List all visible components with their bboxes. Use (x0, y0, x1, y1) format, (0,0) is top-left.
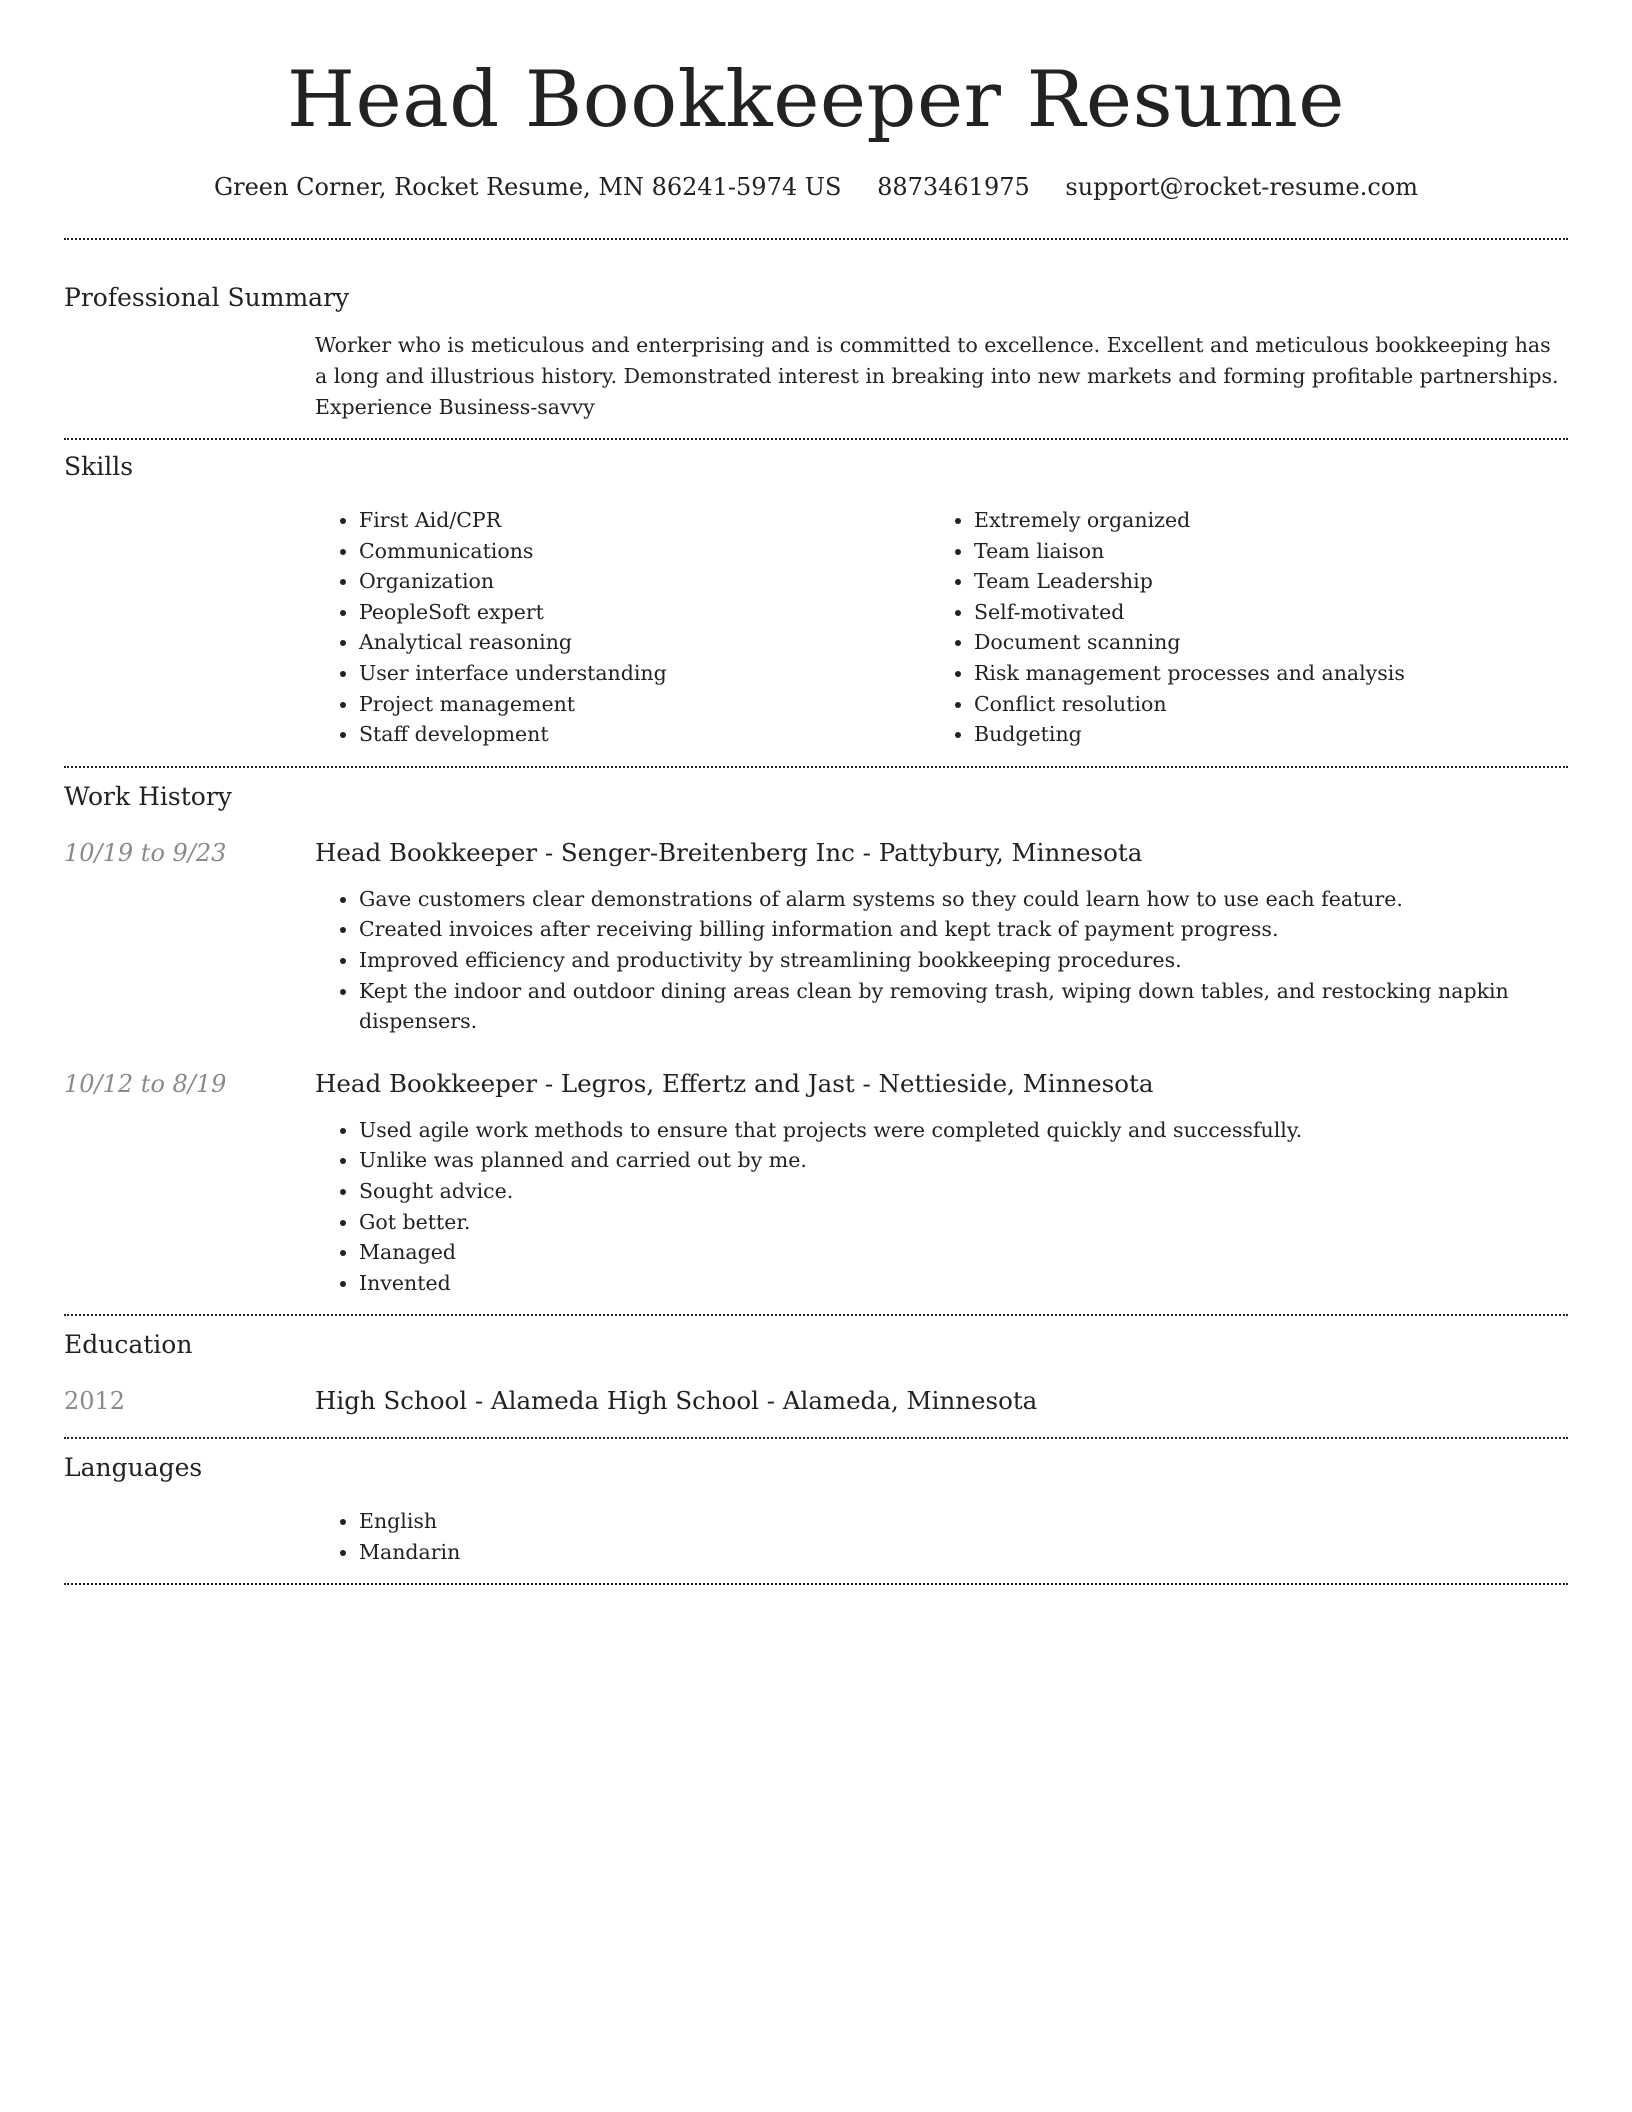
page-title: Head Bookkeeper Resume (287, 55, 1345, 145)
language-item: • Mandarin (359, 1537, 1568, 1568)
job-dates: 10/12 to 8/19 (64, 1069, 227, 1098)
skill-item: • Self-motivated (974, 597, 1545, 628)
job-bullet: • Unlike was planned and carried out by me. (359, 1145, 1568, 1176)
job-header (64, 836, 1568, 870)
divider (64, 1314, 1568, 1316)
divider (64, 766, 1568, 768)
job-bullet: • Kept the indoor and outdoor dining areas clean by removing trash, wiping down tables, and restocking napkin dispensers. (359, 976, 1568, 1037)
skill-item: • User interface understanding (359, 658, 930, 689)
skills-heading: Skills (64, 452, 134, 481)
job-header (64, 1067, 1568, 1101)
skill-item: • Organization (359, 566, 930, 597)
skill-item: • Risk management processes and analysis (974, 658, 1545, 689)
skill-item: • First Aid/CPR (359, 505, 930, 536)
divider (64, 438, 1568, 440)
skill-item: • Extremely organized (974, 505, 1545, 536)
summary-heading: Professional Summary (64, 283, 350, 312)
contact-line (64, 170, 1568, 204)
skill-item: • Communications (359, 536, 930, 567)
divider (64, 238, 1568, 240)
skill-item: • Team liaison (974, 536, 1545, 567)
job-bullet: • Invented (359, 1268, 1568, 1299)
languages-block (315, 1506, 1568, 1567)
job-bullet-list (315, 884, 1568, 1037)
skill-item: • Budgeting (974, 719, 1545, 750)
job-bullet: • Created invoices after receiving billing information and kept track of payment progress. (359, 914, 1568, 945)
education-title: High School - Alameda High School - Alameda, Minnesota (315, 1386, 1038, 1416)
job-title: Head Bookkeeper - Legros, Effertz and Jast - Nettieside, Minnesota (315, 1068, 1154, 1098)
education-heading: Education (64, 1330, 193, 1360)
skills-section (64, 450, 1568, 750)
job-bullet: • Used agile work methods to ensure that projects were completed quickly and successfully. (359, 1115, 1568, 1146)
languages-section (64, 1451, 1568, 1567)
divider (64, 1583, 1568, 1585)
job-bullets (315, 1115, 1568, 1299)
languages-list (315, 1506, 1568, 1567)
job-title: Head Bookkeeper - Senger-Breitenberg Inc - Pattybury, Minnesota (315, 837, 1143, 867)
skills-column-right (930, 505, 1545, 750)
job-bullet-list (315, 1115, 1568, 1299)
skill-item: • Project management (359, 689, 930, 720)
job-entry (64, 1067, 1568, 1299)
job-bullet: • Improved efficiency and productivity by streamlining bookkeeping procedures. (359, 945, 1568, 976)
skills-list-right (930, 505, 1545, 750)
summary-text: Worker who is meticulous and enterprising and is committed to excellence. Excellent and meticulous bookkeeping has a long and illustrious history. Demonstrated interest in breaking into new markets and forming profitable partnerships. Experience Business-savvy (315, 333, 1559, 419)
job-dates: 10/19 to 9/23 (64, 838, 227, 867)
job-bullets (315, 884, 1568, 1037)
contact-phone: 8873461975 (877, 173, 1030, 201)
contact-email: support@rocket-resume.com (1065, 173, 1419, 201)
education-section (64, 1328, 1568, 1418)
work-section (64, 780, 1568, 1299)
contact-address: Green Corner, Rocket Resume, MN 86241-5974 US (213, 173, 842, 201)
job-bullet: • Gave customers clear demonstrations of alarm systems so they could learn how to use each feature. (359, 884, 1568, 915)
skill-item: • PeopleSoft expert (359, 597, 930, 628)
language-item: • English (359, 1506, 1568, 1537)
skill-item: • Analytical reasoning (359, 627, 930, 658)
skills-list-left (315, 505, 930, 750)
skill-item: • Conflict resolution (974, 689, 1545, 720)
skills-column-left (315, 505, 930, 750)
skill-item: • Team Leadership (974, 566, 1545, 597)
education-entry (64, 1384, 1568, 1418)
job-bullet: • Got better. (359, 1207, 1568, 1238)
summary-section (64, 281, 1568, 423)
skill-item: • Document scanning (974, 627, 1545, 658)
skill-item: • Staff development (359, 719, 930, 750)
job-entry (64, 836, 1568, 1037)
job-bullet: • Sought advice. (359, 1176, 1568, 1207)
divider (64, 1437, 1568, 1439)
education-year: 2012 (64, 1387, 126, 1416)
languages-heading: Languages (64, 1453, 203, 1483)
skills-columns (315, 505, 1568, 750)
job-bullet: • Managed (359, 1237, 1568, 1268)
work-heading: Work History (64, 781, 232, 811)
